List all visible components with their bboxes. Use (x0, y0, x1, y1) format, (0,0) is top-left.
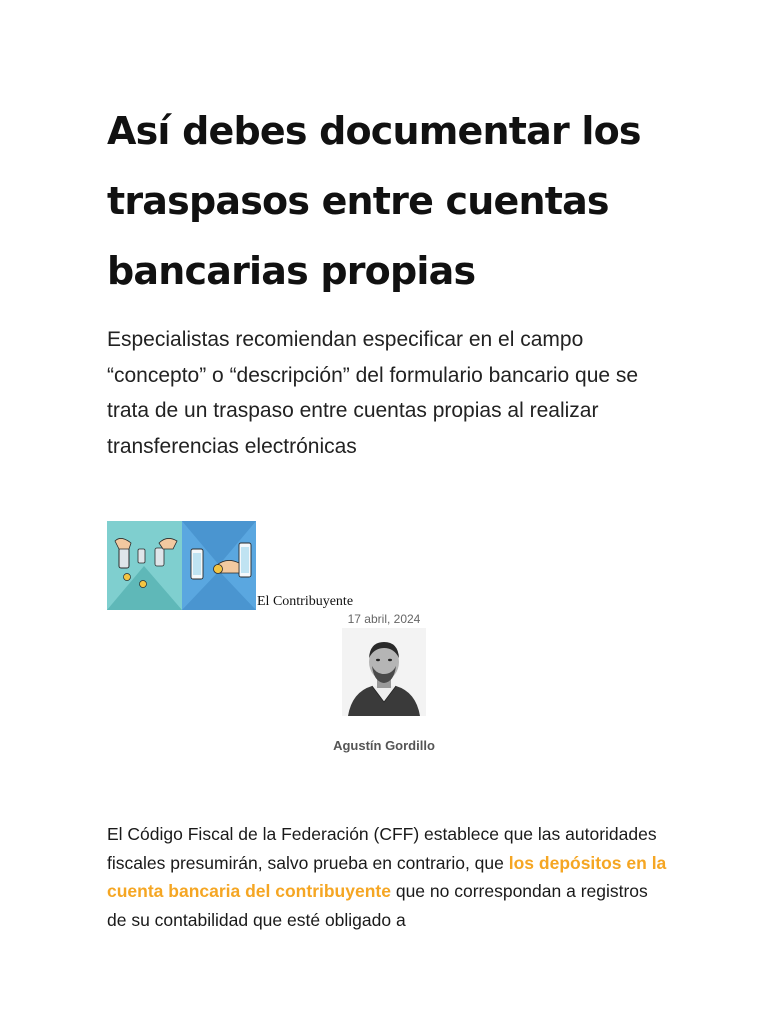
body-text-continued: que no correspondan a registros de su contabilidad que esté obligado a (107, 881, 648, 930)
author-name[interactable]: Agustín Gordillo (333, 738, 435, 753)
image-caption: El Contribuyente (257, 594, 354, 609)
deposits-link[interactable]: los depósitos en la cuenta bancaria del contribuyente (107, 852, 667, 901)
article-subtitle: Especialistas recomiendan especificar en el campo “concepto” o “descripción” del formulario bancario que se trata de un traspaso entre cuentas propias al realizar transferencias electrónicas (107, 328, 639, 458)
article-title: Así debes documentar los traspasos entre cuentas bancarias propias (107, 109, 641, 293)
publish-date: 17 abril, 2024 (347, 612, 421, 626)
avatar-photo (342, 628, 426, 716)
hero-figure (107, 521, 353, 610)
hero-image (107, 521, 256, 610)
article-body-paragraph (107, 820, 667, 934)
body-text-start: El Código Fiscal de la Federación (CFF) establece que las autoridades fiscales presumirán, salvo prueba en contrario, que (107, 824, 657, 873)
author-avatar (342, 628, 426, 716)
